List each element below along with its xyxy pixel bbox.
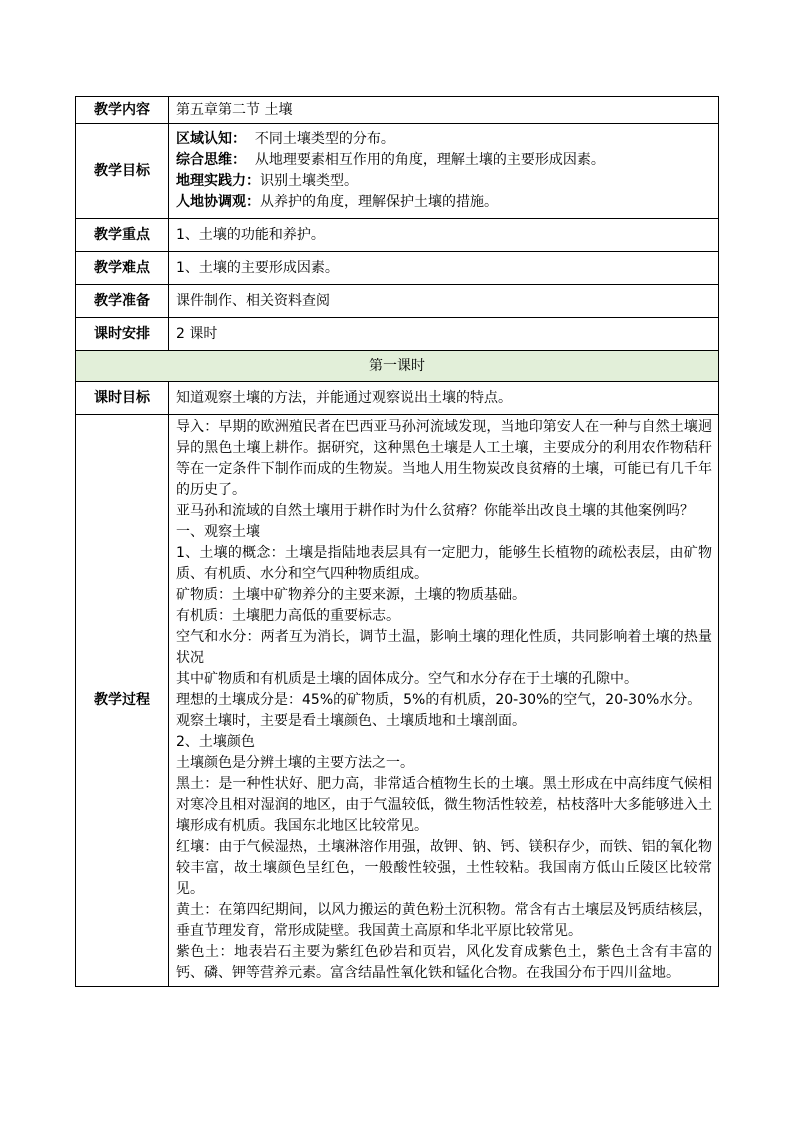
goal-integrated — [176, 150, 712, 171]
goal-key: 人地协调观： — [176, 194, 260, 210]
row-teaching-process — [76, 415, 719, 987]
section-title: 第一课时 — [76, 351, 719, 382]
value-difficulty: 1、土壤的主要形成因素。 — [169, 252, 719, 285]
process-paragraph: 1、土壤的概念：土壤是指陆地表层具有一定肥力，能够生长植物的疏松表层，由矿物质、有机质、水分和空气四种物质组成。 — [176, 545, 712, 582]
value-schedule: 2 课时 — [169, 318, 719, 351]
process-paragraph: 亚马孙和流域的自然土壤用于耕作时为什么贫瘠？你能举出改良土壤的其他案例吗？ — [176, 503, 694, 519]
process-paragraph: 红壤：由于气候湿热，土壤淋溶作用强，故钾、钠、钙、镁积存少，而铁、铝的氧化物较丰富，故土壤颜色呈红色，一般酸性较强，土性较粘。我国南方低山丘陵区比较常见。 — [176, 839, 712, 897]
goal-text: 从养护的角度，理解保护土壤的措施。 — [260, 194, 498, 210]
goal-text: 从地理要素相互作用的角度，理解土壤的主要形成因素。 — [246, 152, 605, 168]
process-paragraph: 黄土：在第四纪期间，以风力搬运的黄色粉土沉积物。常含有古土壤层及钙质结核层，垂直节理发育，常形成陡壁。我国黄土高原和华北平原比较常见。 — [176, 902, 712, 939]
process-paragraph: 2、土壤颜色 — [176, 734, 255, 750]
goal-regional — [176, 129, 712, 150]
row-teaching-goals — [76, 124, 719, 219]
row-teaching-content — [76, 97, 719, 124]
goal-harmony — [176, 192, 712, 213]
row-lesson-goal — [76, 382, 719, 415]
row-difficulty — [76, 252, 719, 285]
lesson-plan-table — [75, 96, 719, 987]
goal-text: 识别土壤类型。 — [260, 173, 358, 189]
value-teaching-goals — [169, 124, 719, 219]
value-teaching-process — [169, 415, 719, 987]
row-key-point — [76, 219, 719, 252]
process-paragraph: 导入：早期的欧洲殖民者在巴西亚马孙河流域发现，当地印第安人在一种与自然土壤迥异的黑色土壤上耕作。据研究，这种黑色土壤是人工土壤，主要成分的利用农作物秸秆等在一定条件下制作而成的生物炭。当地人用生物炭改良贫瘠的土壤，可能已有几千年的历史了。 — [176, 419, 712, 498]
value-preparation: 课件制作、相关资料查阅 — [169, 285, 719, 318]
label-lesson-goal: 课时目标 — [76, 382, 169, 415]
goal-practice — [176, 171, 712, 192]
value-lesson-goal: 知道观察土壤的方法，并能通过观察说出土壤的特点。 — [169, 382, 719, 415]
goal-key: 区域认知： — [176, 131, 246, 147]
process-paragraph: 土壤颜色是分辨土壤的主要方法之一。 — [176, 755, 414, 771]
process-paragraph: 观察土壤时，主要是看土壤颜色、土壤质地和土壤剖面。 — [176, 713, 526, 729]
row-schedule — [76, 318, 719, 351]
process-paragraph: 理想的土壤成分是：45%的矿物质，5%的有机质，20-30%的空气，20-30%水分。 — [176, 692, 702, 708]
process-paragraph: 矿物质：土壤中矿物养分的主要来源，土壤的物质基础。 — [176, 587, 526, 603]
row-preparation — [76, 285, 719, 318]
goal-key: 地理实践力： — [176, 173, 260, 189]
process-paragraph: 其中矿物质和有机质是土壤的固体成分。空气和水分存在于土壤的孔隙中。 — [176, 671, 638, 687]
process-paragraph: 紫色土：地表岩石主要为紫红色砂岩和页岩，风化发育成紫色土，紫色土含有丰富的钙、磷、钾等营养元素。富含结晶性氧化铁和锰化合物。在我国分布于四川盆地。 — [176, 944, 712, 981]
lesson-plan — [75, 96, 719, 987]
row-section-title — [76, 351, 719, 382]
label-teaching-content: 教学内容 — [76, 97, 169, 124]
process-paragraph: 一、观察土壤 — [176, 524, 260, 540]
label-teaching-goals: 教学目标 — [76, 124, 169, 219]
label-difficulty: 教学难点 — [76, 252, 169, 285]
value-key-point: 1、土壤的功能和养护。 — [169, 219, 719, 252]
process-paragraph: 空气和水分：两者互为消长，调节土温，影响土壤的理化性质，共同影响着土壤的热量状况 — [176, 629, 712, 666]
label-preparation: 教学准备 — [76, 285, 169, 318]
process-paragraph: 黑土：是一种性状好、肥力高，非常适合植物生长的土壤。黑土形成在中高纬度气候相对寒冷且相对湿润的地区，由于气温较低，微生物活性较差，枯枝落叶大多能够进入土壤形成有机质。我国东北地区比较常见。 — [176, 776, 712, 834]
process-paragraph: 有机质：土壤肥力高低的重要标志。 — [176, 608, 400, 624]
label-schedule: 课时安排 — [76, 318, 169, 351]
value-teaching-content: 第五章第二节 土壤 — [169, 97, 719, 124]
label-teaching-process: 教学过程 — [76, 415, 169, 987]
label-key-point: 教学重点 — [76, 219, 169, 252]
goal-key: 综合思维： — [176, 152, 246, 168]
goal-text: 不同土壤类型的分布。 — [246, 131, 395, 147]
